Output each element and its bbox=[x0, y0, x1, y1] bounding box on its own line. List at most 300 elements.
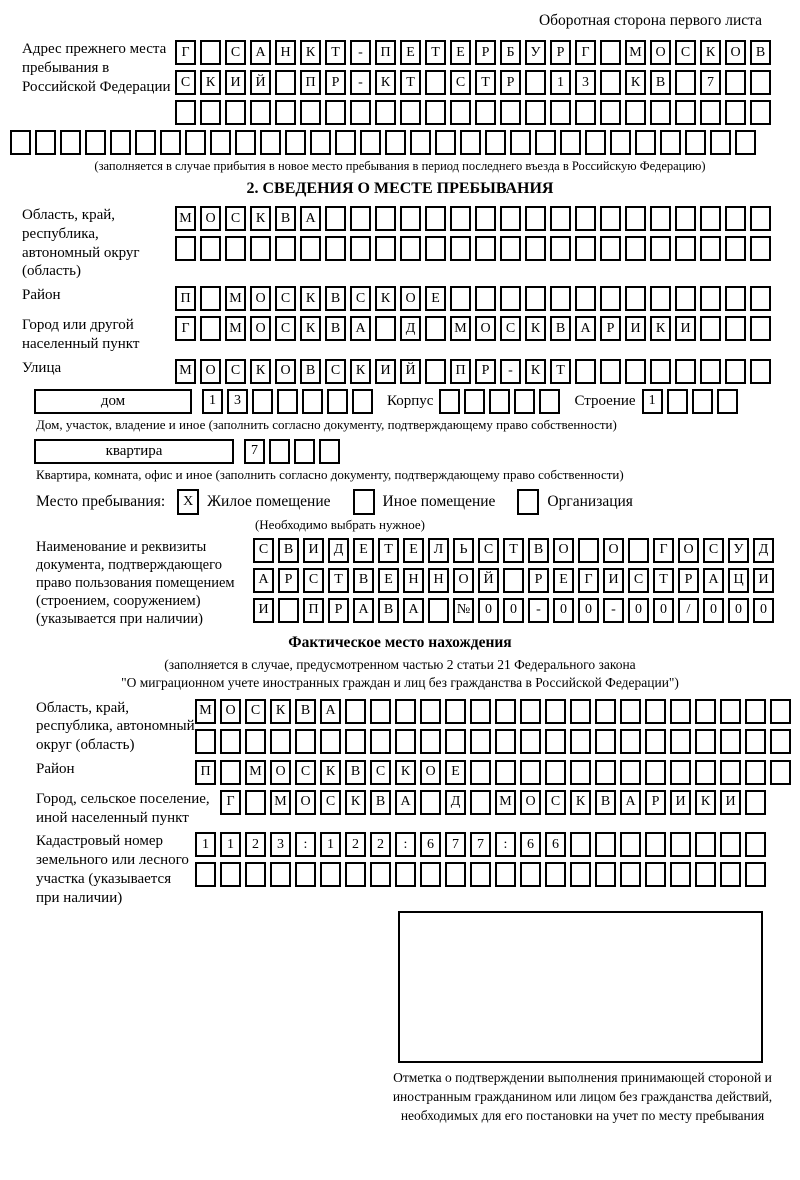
char-box[interactable] bbox=[650, 236, 671, 261]
char-box[interactable] bbox=[700, 100, 721, 125]
char-box[interactable]: И bbox=[253, 598, 274, 623]
char-box[interactable] bbox=[695, 729, 716, 754]
char-box[interactable] bbox=[750, 70, 771, 95]
char-box[interactable] bbox=[670, 699, 691, 724]
char-box[interactable] bbox=[525, 236, 546, 261]
char-box[interactable] bbox=[500, 100, 521, 125]
char-box[interactable]: С bbox=[545, 790, 566, 815]
char-box[interactable] bbox=[625, 236, 646, 261]
char-box[interactable] bbox=[620, 862, 641, 887]
char-box[interactable]: С bbox=[275, 316, 296, 341]
char-box[interactable]: Й bbox=[478, 568, 499, 593]
char-box[interactable]: Р bbox=[278, 568, 299, 593]
char-box[interactable] bbox=[200, 236, 221, 261]
char-box[interactable] bbox=[745, 760, 766, 785]
char-box[interactable] bbox=[720, 729, 741, 754]
char-box[interactable]: Г bbox=[575, 40, 596, 65]
char-box[interactable] bbox=[675, 100, 696, 125]
char-box[interactable]: К bbox=[700, 40, 721, 65]
char-box[interactable]: Е bbox=[403, 538, 424, 563]
char-box[interactable]: И bbox=[720, 790, 741, 815]
char-box[interactable] bbox=[570, 862, 591, 887]
char-box[interactable] bbox=[625, 206, 646, 231]
char-box[interactable] bbox=[425, 236, 446, 261]
char-box[interactable] bbox=[725, 236, 746, 261]
char-box[interactable]: 7 bbox=[445, 832, 466, 857]
char-box[interactable] bbox=[464, 389, 485, 414]
char-box[interactable] bbox=[750, 236, 771, 261]
char-box[interactable] bbox=[420, 699, 441, 724]
char-box[interactable] bbox=[470, 862, 491, 887]
char-box[interactable] bbox=[695, 832, 716, 857]
char-box[interactable] bbox=[695, 862, 716, 887]
char-box[interactable]: Д bbox=[445, 790, 466, 815]
char-box[interactable]: М bbox=[245, 760, 266, 785]
char-box[interactable] bbox=[345, 699, 366, 724]
char-box[interactable] bbox=[539, 389, 560, 414]
char-box[interactable]: В bbox=[345, 760, 366, 785]
char-box[interactable]: Е bbox=[400, 40, 421, 65]
char-box[interactable] bbox=[200, 316, 221, 341]
char-box[interactable] bbox=[503, 568, 524, 593]
char-box[interactable] bbox=[545, 729, 566, 754]
char-box[interactable]: Й bbox=[400, 359, 421, 384]
char-box[interactable] bbox=[85, 130, 106, 155]
char-box[interactable] bbox=[277, 389, 298, 414]
char-box[interactable] bbox=[628, 538, 649, 563]
char-box[interactable] bbox=[302, 389, 323, 414]
char-box[interactable] bbox=[750, 100, 771, 125]
char-box[interactable] bbox=[320, 862, 341, 887]
char-box[interactable] bbox=[225, 100, 246, 125]
char-box[interactable] bbox=[425, 206, 446, 231]
char-box[interactable]: М bbox=[225, 316, 246, 341]
char-box[interactable] bbox=[500, 286, 521, 311]
char-box[interactable] bbox=[695, 699, 716, 724]
char-box[interactable] bbox=[745, 832, 766, 857]
char-box[interactable] bbox=[352, 389, 373, 414]
char-box[interactable]: И bbox=[603, 568, 624, 593]
char-box[interactable] bbox=[600, 286, 621, 311]
char-box[interactable]: Е bbox=[450, 40, 471, 65]
char-box[interactable] bbox=[610, 130, 631, 155]
char-box[interactable] bbox=[400, 100, 421, 125]
char-box[interactable] bbox=[385, 130, 406, 155]
char-box[interactable] bbox=[210, 130, 231, 155]
char-box[interactable]: Н bbox=[403, 568, 424, 593]
char-box[interactable] bbox=[750, 316, 771, 341]
char-box[interactable] bbox=[220, 862, 241, 887]
char-box[interactable] bbox=[370, 699, 391, 724]
char-box[interactable] bbox=[395, 862, 416, 887]
char-box[interactable] bbox=[495, 729, 516, 754]
char-box[interactable]: В bbox=[595, 790, 616, 815]
char-box[interactable] bbox=[195, 729, 216, 754]
char-box[interactable] bbox=[745, 790, 766, 815]
char-box[interactable] bbox=[575, 206, 596, 231]
char-box[interactable]: И bbox=[625, 316, 646, 341]
char-box[interactable]: М bbox=[495, 790, 516, 815]
char-box[interactable]: М bbox=[195, 699, 216, 724]
char-box[interactable] bbox=[645, 729, 666, 754]
char-box[interactable]: К bbox=[570, 790, 591, 815]
char-box[interactable] bbox=[350, 206, 371, 231]
char-box[interactable]: И bbox=[303, 538, 324, 563]
char-box[interactable] bbox=[720, 862, 741, 887]
char-box[interactable]: В bbox=[750, 40, 771, 65]
char-box[interactable]: Р bbox=[475, 40, 496, 65]
char-box[interactable] bbox=[375, 206, 396, 231]
char-box[interactable] bbox=[570, 760, 591, 785]
char-box[interactable]: В bbox=[650, 70, 671, 95]
char-box[interactable] bbox=[650, 100, 671, 125]
char-box[interactable] bbox=[450, 206, 471, 231]
char-box[interactable]: - bbox=[603, 598, 624, 623]
char-box[interactable]: 0 bbox=[703, 598, 724, 623]
char-box[interactable]: - bbox=[350, 70, 371, 95]
char-box[interactable] bbox=[320, 729, 341, 754]
char-box[interactable]: К bbox=[250, 206, 271, 231]
char-box[interactable] bbox=[445, 862, 466, 887]
char-box[interactable]: - bbox=[500, 359, 521, 384]
char-box[interactable] bbox=[575, 286, 596, 311]
char-box[interactable]: Л bbox=[428, 538, 449, 563]
char-box[interactable] bbox=[545, 862, 566, 887]
char-box[interactable] bbox=[725, 286, 746, 311]
char-box[interactable]: О bbox=[250, 286, 271, 311]
char-box[interactable] bbox=[350, 100, 371, 125]
char-box[interactable]: Т bbox=[328, 568, 349, 593]
char-box[interactable]: 3 bbox=[270, 832, 291, 857]
char-box[interactable]: Р bbox=[475, 359, 496, 384]
char-box[interactable] bbox=[275, 100, 296, 125]
char-box[interactable] bbox=[525, 286, 546, 311]
char-box[interactable]: В bbox=[278, 538, 299, 563]
char-box[interactable] bbox=[439, 389, 460, 414]
char-box[interactable] bbox=[550, 100, 571, 125]
char-box[interactable] bbox=[675, 236, 696, 261]
char-box[interactable]: О bbox=[678, 538, 699, 563]
char-box[interactable] bbox=[692, 389, 713, 414]
char-box[interactable]: Р bbox=[528, 568, 549, 593]
char-box[interactable] bbox=[675, 70, 696, 95]
char-box[interactable] bbox=[425, 316, 446, 341]
char-box[interactable] bbox=[650, 286, 671, 311]
char-box[interactable]: А bbox=[350, 316, 371, 341]
char-box[interactable] bbox=[350, 236, 371, 261]
char-box[interactable] bbox=[300, 236, 321, 261]
char-box[interactable]: С bbox=[370, 760, 391, 785]
char-box[interactable] bbox=[600, 100, 621, 125]
char-box[interactable] bbox=[485, 130, 506, 155]
char-box[interactable] bbox=[475, 236, 496, 261]
char-box[interactable]: К bbox=[625, 70, 646, 95]
char-box[interactable] bbox=[750, 359, 771, 384]
char-box[interactable] bbox=[400, 206, 421, 231]
char-box[interactable] bbox=[695, 760, 716, 785]
char-box[interactable]: Б bbox=[500, 40, 521, 65]
char-box[interactable]: А bbox=[403, 598, 424, 623]
char-box[interactable] bbox=[578, 538, 599, 563]
char-box[interactable]: К bbox=[375, 70, 396, 95]
char-box[interactable] bbox=[245, 790, 266, 815]
checkbox-other-premises[interactable] bbox=[353, 489, 375, 515]
char-box[interactable]: 7 bbox=[700, 70, 721, 95]
char-box[interactable] bbox=[470, 699, 491, 724]
char-box[interactable] bbox=[520, 729, 541, 754]
char-box[interactable] bbox=[489, 389, 510, 414]
char-box[interactable] bbox=[345, 862, 366, 887]
char-box[interactable] bbox=[725, 206, 746, 231]
char-box[interactable]: Ь bbox=[453, 538, 474, 563]
char-box[interactable] bbox=[675, 286, 696, 311]
char-box[interactable]: 2 bbox=[245, 832, 266, 857]
char-box[interactable]: О bbox=[270, 760, 291, 785]
char-box[interactable] bbox=[235, 130, 256, 155]
char-box[interactable]: Е bbox=[445, 760, 466, 785]
char-box[interactable]: К bbox=[695, 790, 716, 815]
char-box[interactable]: М bbox=[175, 206, 196, 231]
char-box[interactable] bbox=[420, 729, 441, 754]
char-box[interactable] bbox=[475, 286, 496, 311]
char-box[interactable] bbox=[635, 130, 656, 155]
char-box[interactable]: С bbox=[675, 40, 696, 65]
char-box[interactable]: О bbox=[520, 790, 541, 815]
char-box[interactable] bbox=[575, 100, 596, 125]
char-box[interactable]: С bbox=[175, 70, 196, 95]
char-box[interactable] bbox=[245, 862, 266, 887]
char-box[interactable] bbox=[275, 70, 296, 95]
char-box[interactable] bbox=[269, 439, 290, 464]
char-box[interactable]: Т bbox=[550, 359, 571, 384]
char-box[interactable] bbox=[375, 236, 396, 261]
char-box[interactable] bbox=[270, 729, 291, 754]
char-box[interactable]: В bbox=[295, 699, 316, 724]
char-box[interactable] bbox=[725, 316, 746, 341]
char-box[interactable]: 3 bbox=[575, 70, 596, 95]
char-box[interactable]: 7 bbox=[244, 439, 265, 464]
char-box[interactable] bbox=[175, 100, 196, 125]
char-box[interactable]: : bbox=[495, 832, 516, 857]
char-box[interactable]: Р bbox=[328, 598, 349, 623]
char-box[interactable] bbox=[620, 760, 641, 785]
char-box[interactable]: В bbox=[300, 359, 321, 384]
char-box[interactable] bbox=[670, 729, 691, 754]
char-box[interactable]: В bbox=[528, 538, 549, 563]
char-box[interactable]: О bbox=[200, 206, 221, 231]
char-box[interactable] bbox=[475, 206, 496, 231]
char-box[interactable]: К bbox=[300, 316, 321, 341]
char-box[interactable] bbox=[60, 130, 81, 155]
char-box[interactable]: А bbox=[320, 699, 341, 724]
char-box[interactable] bbox=[294, 439, 315, 464]
char-box[interactable] bbox=[260, 130, 281, 155]
char-box[interactable]: Е bbox=[378, 568, 399, 593]
char-box[interactable]: В bbox=[275, 206, 296, 231]
char-box[interactable] bbox=[245, 729, 266, 754]
char-box[interactable] bbox=[700, 206, 721, 231]
char-box[interactable]: 0 bbox=[478, 598, 499, 623]
char-box[interactable]: М bbox=[270, 790, 291, 815]
char-box[interactable] bbox=[575, 359, 596, 384]
char-box[interactable]: К bbox=[300, 286, 321, 311]
checkbox-organization[interactable] bbox=[517, 489, 539, 515]
char-box[interactable]: Г bbox=[220, 790, 241, 815]
char-box[interactable]: С bbox=[320, 790, 341, 815]
char-box[interactable]: Е bbox=[353, 538, 374, 563]
char-box[interactable] bbox=[10, 130, 31, 155]
char-box[interactable]: 1 bbox=[195, 832, 216, 857]
char-box[interactable]: К bbox=[525, 316, 546, 341]
char-box[interactable] bbox=[685, 130, 706, 155]
char-box[interactable]: Т bbox=[503, 538, 524, 563]
char-box[interactable] bbox=[252, 389, 273, 414]
char-box[interactable] bbox=[445, 729, 466, 754]
char-box[interactable] bbox=[335, 130, 356, 155]
char-box[interactable]: Й bbox=[250, 70, 271, 95]
char-box[interactable] bbox=[670, 760, 691, 785]
char-box[interactable] bbox=[670, 862, 691, 887]
char-box[interactable]: С bbox=[225, 206, 246, 231]
char-box[interactable]: К bbox=[350, 359, 371, 384]
char-box[interactable] bbox=[725, 100, 746, 125]
char-box[interactable]: Е bbox=[553, 568, 574, 593]
char-box[interactable]: К bbox=[525, 359, 546, 384]
char-box[interactable]: У bbox=[728, 538, 749, 563]
char-box[interactable]: / bbox=[678, 598, 699, 623]
char-box[interactable] bbox=[520, 699, 541, 724]
char-box[interactable]: К bbox=[320, 760, 341, 785]
char-box[interactable] bbox=[420, 862, 441, 887]
char-box[interactable] bbox=[667, 389, 688, 414]
char-box[interactable]: 0 bbox=[503, 598, 524, 623]
char-box[interactable] bbox=[675, 359, 696, 384]
char-box[interactable] bbox=[278, 598, 299, 623]
char-box[interactable] bbox=[770, 699, 791, 724]
char-box[interactable]: М bbox=[450, 316, 471, 341]
char-box[interactable]: С bbox=[245, 699, 266, 724]
char-box[interactable]: Р bbox=[325, 70, 346, 95]
char-box[interactable]: С bbox=[225, 40, 246, 65]
char-box[interactable]: И bbox=[225, 70, 246, 95]
char-box[interactable] bbox=[470, 760, 491, 785]
char-box[interactable] bbox=[675, 206, 696, 231]
char-box[interactable] bbox=[425, 359, 446, 384]
char-box[interactable] bbox=[325, 236, 346, 261]
char-box[interactable] bbox=[700, 286, 721, 311]
char-box[interactable]: Е bbox=[425, 286, 446, 311]
char-box[interactable]: О bbox=[400, 286, 421, 311]
char-box[interactable]: М bbox=[175, 359, 196, 384]
char-box[interactable] bbox=[35, 130, 56, 155]
char-box[interactable] bbox=[700, 316, 721, 341]
char-box[interactable] bbox=[595, 699, 616, 724]
char-box[interactable]: И bbox=[375, 359, 396, 384]
char-box[interactable] bbox=[600, 40, 621, 65]
char-box[interactable]: Т bbox=[378, 538, 399, 563]
char-box[interactable]: 2 bbox=[370, 832, 391, 857]
char-box[interactable] bbox=[495, 699, 516, 724]
char-box[interactable] bbox=[250, 100, 271, 125]
char-box[interactable]: С bbox=[350, 286, 371, 311]
char-box[interactable] bbox=[625, 359, 646, 384]
char-box[interactable] bbox=[410, 130, 431, 155]
char-box[interactable] bbox=[428, 598, 449, 623]
char-box[interactable] bbox=[110, 130, 131, 155]
char-box[interactable] bbox=[620, 832, 641, 857]
char-box[interactable]: Д bbox=[753, 538, 774, 563]
char-box[interactable]: Т bbox=[325, 40, 346, 65]
char-box[interactable] bbox=[375, 100, 396, 125]
char-box[interactable]: : bbox=[395, 832, 416, 857]
char-box[interactable] bbox=[345, 729, 366, 754]
char-box[interactable]: О bbox=[250, 316, 271, 341]
char-box[interactable]: Г bbox=[578, 568, 599, 593]
char-box[interactable]: 0 bbox=[578, 598, 599, 623]
char-box[interactable] bbox=[670, 832, 691, 857]
char-box[interactable] bbox=[720, 699, 741, 724]
char-box[interactable]: 0 bbox=[628, 598, 649, 623]
char-box[interactable]: 1 bbox=[202, 389, 223, 414]
char-box[interactable] bbox=[370, 729, 391, 754]
char-box[interactable] bbox=[495, 862, 516, 887]
char-box[interactable]: А bbox=[353, 598, 374, 623]
char-box[interactable] bbox=[525, 100, 546, 125]
char-box[interactable]: О bbox=[725, 40, 746, 65]
char-box[interactable] bbox=[275, 236, 296, 261]
char-box[interactable] bbox=[400, 236, 421, 261]
char-box[interactable]: А bbox=[253, 568, 274, 593]
char-box[interactable]: П bbox=[175, 286, 196, 311]
char-box[interactable] bbox=[745, 729, 766, 754]
char-box[interactable] bbox=[375, 316, 396, 341]
char-box[interactable]: О bbox=[200, 359, 221, 384]
char-box[interactable]: В bbox=[550, 316, 571, 341]
char-box[interactable] bbox=[450, 100, 471, 125]
char-box[interactable] bbox=[220, 729, 241, 754]
char-box[interactable] bbox=[645, 699, 666, 724]
char-box[interactable] bbox=[450, 236, 471, 261]
char-box[interactable]: К bbox=[200, 70, 221, 95]
char-box[interactable]: 0 bbox=[653, 598, 674, 623]
char-box[interactable]: Г bbox=[175, 40, 196, 65]
char-box[interactable] bbox=[319, 439, 340, 464]
char-box[interactable]: А bbox=[703, 568, 724, 593]
char-box[interactable] bbox=[645, 832, 666, 857]
char-box[interactable] bbox=[545, 699, 566, 724]
char-box[interactable]: - bbox=[350, 40, 371, 65]
char-box[interactable] bbox=[725, 70, 746, 95]
char-box[interactable] bbox=[460, 130, 481, 155]
char-box[interactable] bbox=[575, 236, 596, 261]
char-box[interactable] bbox=[560, 130, 581, 155]
char-box[interactable]: 6 bbox=[420, 832, 441, 857]
char-box[interactable] bbox=[470, 729, 491, 754]
char-box[interactable]: А bbox=[250, 40, 271, 65]
char-box[interactable]: А bbox=[575, 316, 596, 341]
char-box[interactable]: К bbox=[300, 40, 321, 65]
char-box[interactable]: А bbox=[620, 790, 641, 815]
char-box[interactable]: Р bbox=[500, 70, 521, 95]
char-box[interactable]: 1 bbox=[550, 70, 571, 95]
char-box[interactable] bbox=[525, 206, 546, 231]
char-box[interactable]: Д bbox=[400, 316, 421, 341]
char-box[interactable]: Т bbox=[400, 70, 421, 95]
char-box[interactable]: Р bbox=[678, 568, 699, 593]
char-box[interactable]: О bbox=[420, 760, 441, 785]
char-box[interactable] bbox=[500, 206, 521, 231]
char-box[interactable] bbox=[550, 236, 571, 261]
